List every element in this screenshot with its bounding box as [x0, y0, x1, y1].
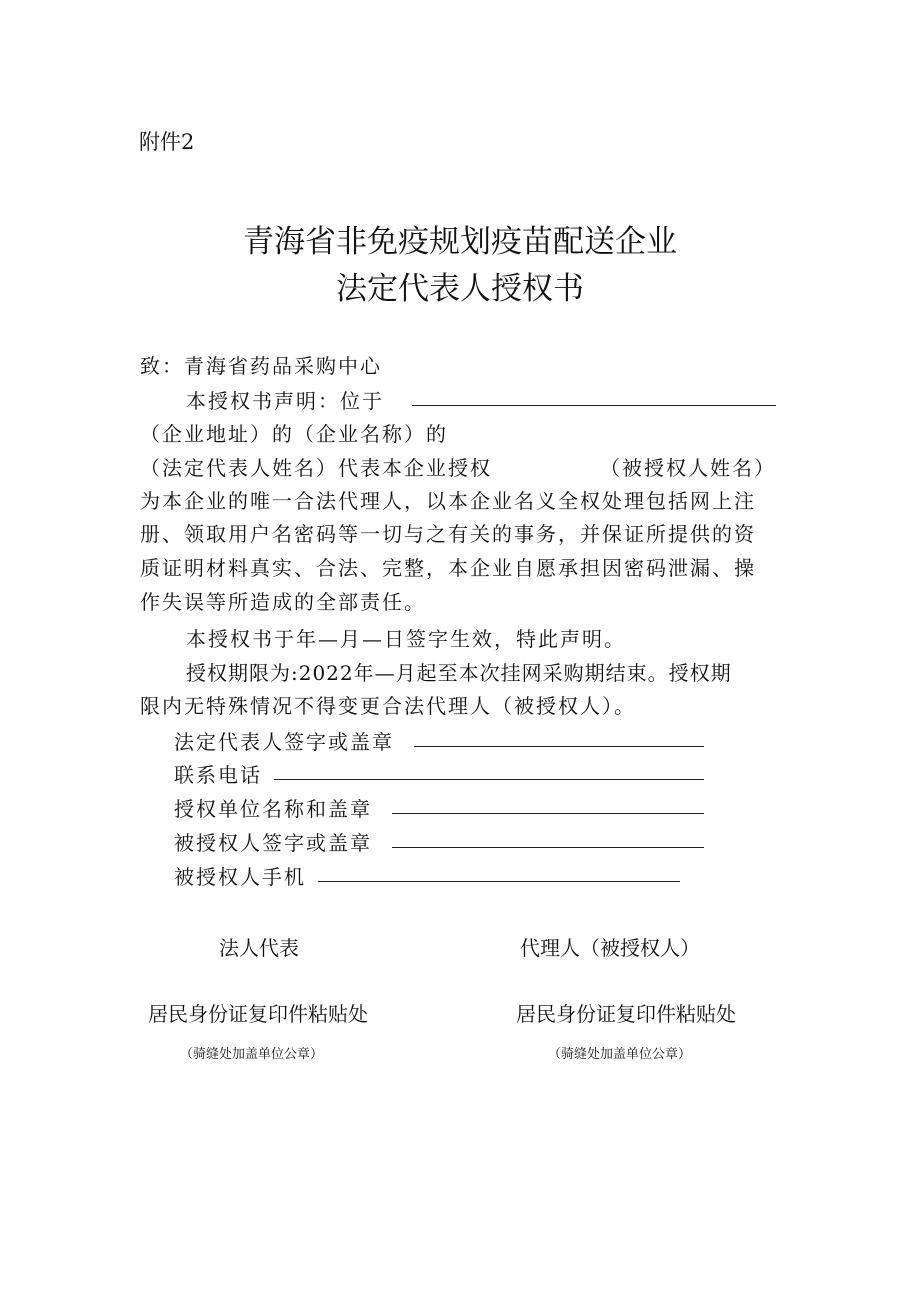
legal-sign-blank[interactable]	[414, 746, 704, 747]
annex-label: 附件2	[139, 130, 195, 154]
term-line-2: 限内无特殊情况不得变更合法代理人（被授权人）。	[140, 694, 636, 718]
statement-line-3a: （法定代表人姓名）代表本企业授权	[140, 456, 492, 480]
statement-line-5: 册、领取用户名密码等一切与之有关的事务，并保证所提供的资	[140, 522, 756, 546]
right-box-paste: 居民身份证复印件粘贴处	[516, 1002, 736, 1026]
agent-mobile-label: 被授权人手机	[174, 865, 306, 889]
phone-label: 联系电话	[174, 763, 262, 787]
statement-line-3b: （被授权人姓名）	[600, 456, 776, 480]
title-line-2: 法定代表人授权书	[336, 271, 584, 307]
statement-line-4: 为本企业的唯一合法代理人，以本企业名义全权处理包括网上注	[140, 489, 756, 513]
right-box-label: 代理人（被授权人）	[520, 936, 700, 960]
statement-line-2: （企业地址）的（企业名称）的	[140, 422, 448, 446]
agent-sign-blank[interactable]	[392, 847, 704, 848]
title-line-1: 青海省非免疫规划疫苗配送企业	[243, 224, 677, 260]
effective-date-line: 本授权书于年—月—日签字生效，特此声明。	[186, 627, 626, 651]
left-box-label: 法人代表	[219, 936, 299, 960]
statement-lead: 本授权书声明：位于	[186, 389, 384, 413]
unit-seal-label: 授权单位名称和盖章	[174, 797, 372, 821]
right-box-note: （骑缝处加盖单位公章）	[548, 1047, 692, 1062]
agent-mobile-blank[interactable]	[318, 881, 680, 882]
statement-line-7: 作失误等所造成的全部责任。	[140, 590, 426, 614]
term-line-1: 授权期限为:2022年—月起至本次挂网采购期结束。授权期	[186, 661, 732, 685]
agent-sign-label: 被授权人签字或盖章	[174, 831, 372, 855]
unit-seal-blank[interactable]	[392, 813, 704, 814]
address-blank-line	[412, 405, 776, 406]
addressee: 致：青海省药品采购中心	[140, 354, 382, 378]
left-box-note: （骑缝处加盖单位公章）	[180, 1047, 324, 1062]
legal-sign-label: 法定代表人签字或盖章	[174, 730, 394, 754]
statement-line-6: 质证明材料真实、合法、完整，本企业自愿承担因密码泄漏、操	[140, 556, 756, 580]
phone-blank[interactable]	[274, 779, 704, 780]
left-box-paste: 居民身份证复印件粘贴处	[148, 1002, 368, 1026]
